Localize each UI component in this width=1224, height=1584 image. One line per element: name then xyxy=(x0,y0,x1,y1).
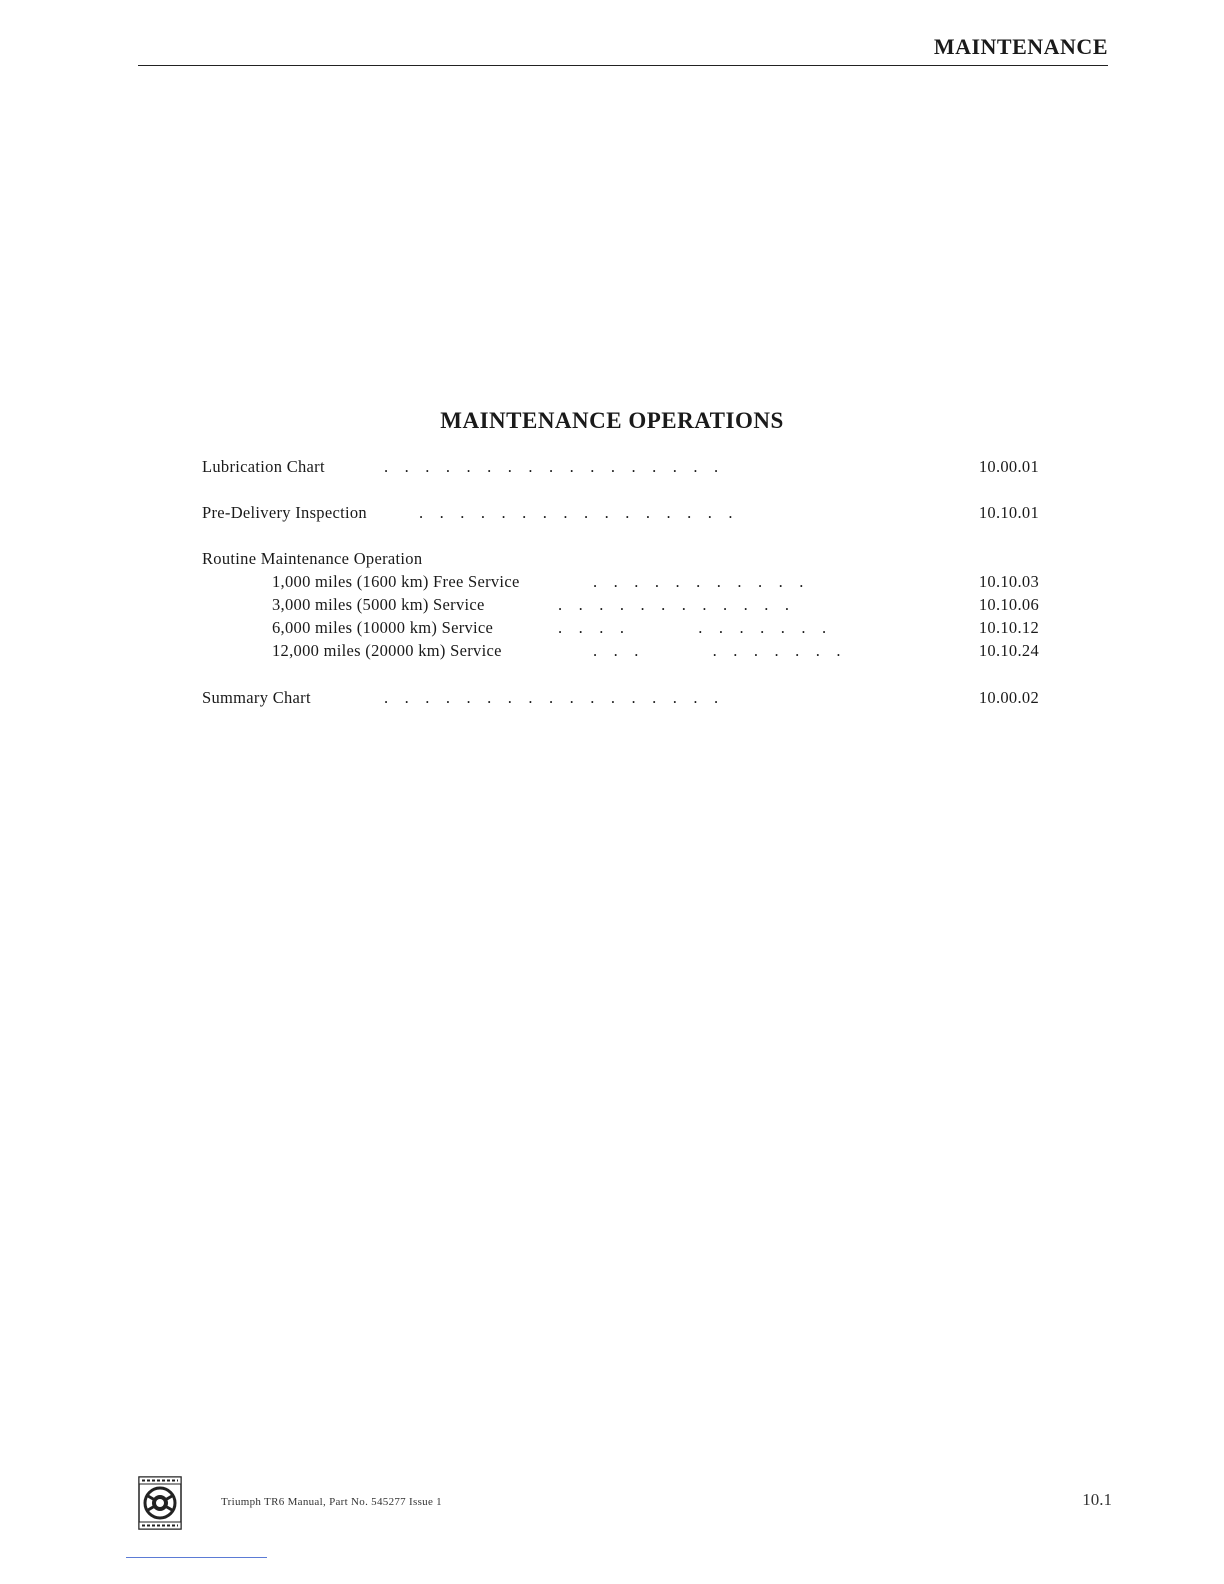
toc-entry-routine-12000[interactable] xyxy=(272,641,1042,663)
page-header-title: MAINTENANCE xyxy=(933,34,1108,59)
toc-entry-label: 12,000 miles (20000 km) Service xyxy=(272,641,502,660)
dot-leader: . . . . . . . . . . . xyxy=(558,618,827,637)
toc-entry-code: 10.10.24 xyxy=(978,641,1039,660)
toc-entry-label: Summary Chart xyxy=(202,688,311,707)
toc-group-heading-routine: Routine Maintenance Operation xyxy=(202,549,423,568)
dot-leader: . . . . . . . . . . . . . . . . xyxy=(419,503,733,522)
british-leyland-logo xyxy=(138,1476,182,1530)
dot-leader: . . . . . . . . . . . . . . . . . xyxy=(384,457,719,476)
dot-leader: . . . . . . . . . . . . . . . . . xyxy=(384,688,719,707)
toc-entry-summary-chart[interactable] xyxy=(202,688,1042,710)
toc-entry-code: 10.00.01 xyxy=(978,457,1039,476)
toc-entry-label: 3,000 miles (5000 km) Service xyxy=(272,595,485,614)
toc-entry-code: 10.10.12 xyxy=(978,618,1039,637)
toc-entry-label: 6,000 miles (10000 km) Service xyxy=(272,618,494,637)
toc-entry-label: Lubrication Chart xyxy=(202,457,325,476)
section-title: MAINTENANCE OPERATIONS xyxy=(440,408,784,433)
dot-leader: . . . . . . . . . . . . xyxy=(558,595,789,614)
toc-entry-routine-3000[interactable] xyxy=(272,595,1042,617)
toc-entry-code: 10.10.01 xyxy=(978,503,1039,522)
toc-entry-label: Pre-Delivery Inspection xyxy=(202,503,367,522)
page-number: 10.1 xyxy=(1082,1490,1112,1509)
toc-entry-label: 1,000 miles (1600 km) Free Service xyxy=(272,572,520,591)
toc-entry-pre-delivery-inspection[interactable] xyxy=(202,503,1042,525)
footer-link-rule xyxy=(126,1557,267,1558)
toc-entry-routine-1000[interactable] xyxy=(272,572,1042,594)
dot-leader: . . . . . . . . . . xyxy=(593,641,841,660)
footer-manual-reference: Triumph TR6 Manual, Part No. 545277 Issue 1 xyxy=(221,1496,442,1508)
toc-entry-code: 10.10.06 xyxy=(978,595,1039,614)
toc-entry-routine-6000[interactable] xyxy=(272,618,1042,640)
toc-entry-code: 10.10.03 xyxy=(978,572,1039,591)
dot-leader: . . . . . . . . . . . xyxy=(593,572,804,591)
toc-entry-code: 10.00.02 xyxy=(978,688,1039,707)
header-rule xyxy=(138,65,1108,66)
toc-entry-lubrication-chart[interactable] xyxy=(202,457,1042,479)
